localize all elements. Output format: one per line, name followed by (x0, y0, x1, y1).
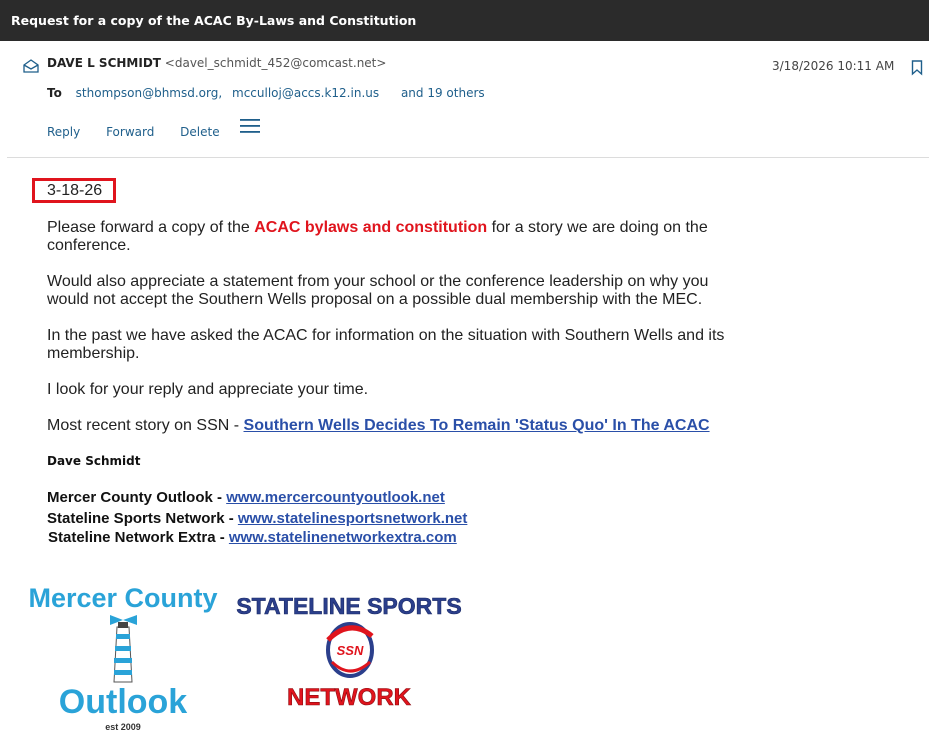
window-title: Request for a copy of the ACAC By-Laws and Constitution (0, 0, 929, 41)
logo-text: NETWORK (287, 684, 411, 711)
signature-link[interactable]: www.mercercountyoutlook.net (226, 489, 445, 506)
logo-text: Mercer County (28, 583, 218, 613)
highlight-text: ACAC bylaws and constitution (254, 219, 488, 236)
delete-button[interactable]: Delete (180, 125, 220, 139)
sender (47, 56, 386, 70)
text: Stateline Network Extra - (48, 529, 229, 546)
body-date: 3-18-26 (47, 182, 103, 199)
signature-line (47, 489, 445, 506)
header-divider (7, 157, 929, 158)
recipient-link[interactable]: sthompson@bhmsd.org, (75, 86, 223, 100)
envelope-open-icon (23, 59, 39, 73)
logo-text: STATELINE SPORTS (236, 593, 462, 619)
forward-button[interactable]: Forward (106, 125, 155, 139)
sender-email: <davel_schmidt_452@comcast.net> (164, 56, 387, 70)
signature-link[interactable]: www.statelinesportsnetwork.net (237, 510, 468, 527)
reply-button[interactable]: Reply (47, 125, 81, 139)
mercer-county-outlook-logo (28, 582, 218, 734)
recipient-link[interactable]: mcculloj@accs.k12.in.us (232, 86, 380, 100)
sender-name: DAVE L SCHMIDT (47, 56, 161, 70)
text: Please forward a copy of the (47, 219, 255, 236)
story-link[interactable]: Southern Wells Decides To Remain 'Status Quo' In The ACAC (243, 417, 710, 434)
signature-line (47, 510, 467, 527)
hamburger-menu-icon[interactable] (240, 119, 260, 133)
logo-badge-text: SSN (336, 643, 364, 658)
paragraph-closing: I look for your reply and appreciate your time. (47, 381, 369, 398)
recipients-row (47, 86, 485, 100)
text: for a story we are doing on the conference. (47, 219, 708, 254)
paragraph-history: In the past we have asked the ACAC for information on the situation with Southern Wells and its membership. (47, 327, 725, 362)
paragraph-request (47, 219, 747, 255)
signature-name: Dave Schmidt (47, 454, 141, 468)
message-actions (47, 125, 242, 139)
text: Most recent story on SSN - (47, 417, 244, 434)
logo-text: est 2009 (105, 722, 141, 732)
text: Stateline Sports Network - (47, 510, 238, 527)
stateline-sports-network-logo (232, 590, 467, 715)
bookmark-icon[interactable] (911, 60, 923, 75)
text: Mercer County Outlook - (47, 489, 227, 506)
signature-line (48, 529, 457, 546)
signature-link[interactable]: www.statelinenetworkextra.com (228, 529, 457, 546)
paragraph-story (47, 417, 747, 435)
logo-text: Outlook (58, 683, 188, 721)
more-recipients-link[interactable]: and 19 others (400, 86, 485, 100)
paragraph-statement: Would also appreciate a statement from your school or the conference leadership on why you would not accept the Southern Wells proposal on a possible dual membership with the MEC. (47, 273, 709, 308)
to-label: To (47, 86, 62, 100)
message-date: 3/18/2026 10:11 AM (772, 59, 895, 73)
